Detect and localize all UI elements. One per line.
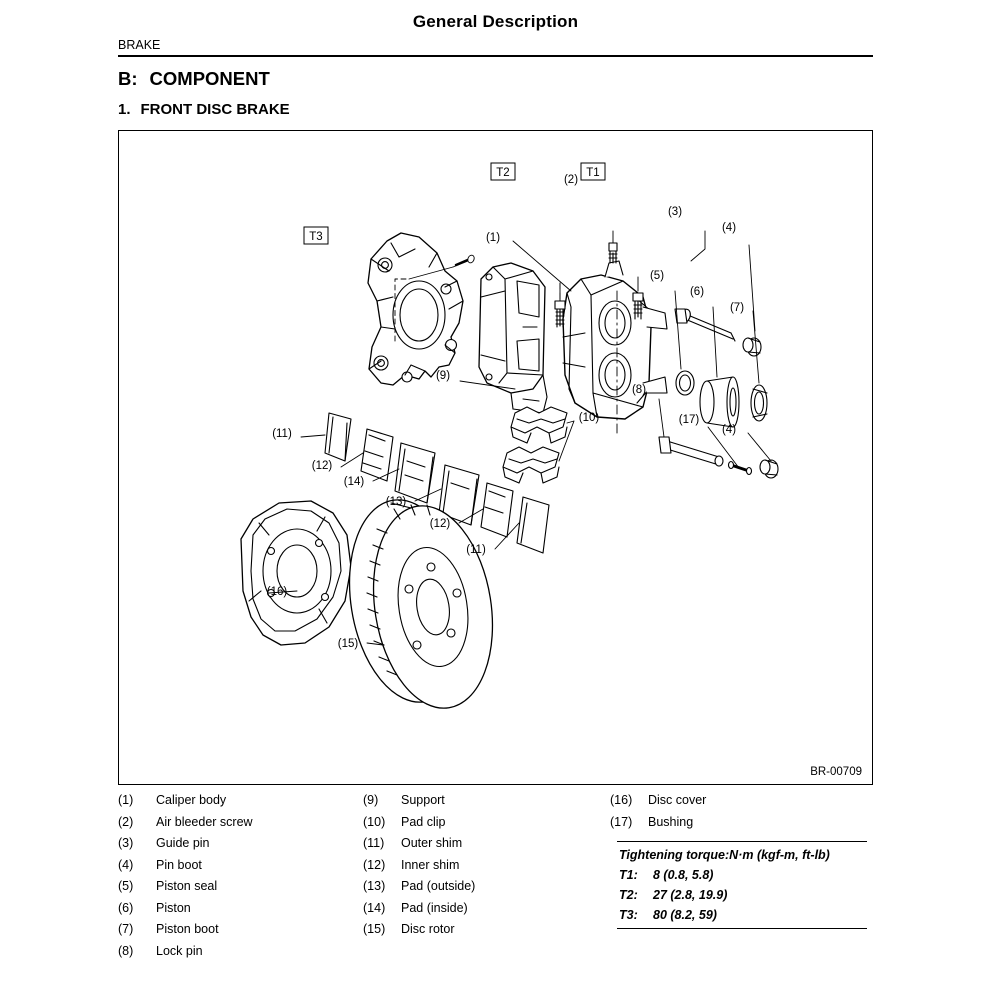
list-item <box>118 941 363 963</box>
torque-key: T1: <box>619 868 638 882</box>
header-section <box>118 38 873 57</box>
legend <box>118 790 873 962</box>
header-divider <box>118 55 873 57</box>
legend-text: Pad clip <box>401 814 446 829</box>
exploded-view-diagram <box>119 131 872 784</box>
legend-column-3 <box>610 790 873 962</box>
torque-row <box>617 905 867 925</box>
legend-text: Piston boot <box>156 922 219 936</box>
legend-text: Caliper body <box>156 793 227 807</box>
piston-seal <box>676 371 694 395</box>
torque-title: Tightening torque:N·m (kgf-m, ft-lb) <box>619 848 830 862</box>
list-item <box>118 898 363 920</box>
list-item <box>118 855 363 877</box>
callout-t3: T3 <box>309 231 323 243</box>
list-item <box>118 790 363 812</box>
legend-text: Disc rotor <box>401 922 455 936</box>
legend-text: Bushing <box>648 814 694 829</box>
list-item <box>118 876 363 898</box>
legend-text: Pin boot <box>156 857 202 872</box>
pin-boot-lower <box>760 460 778 478</box>
legend-text: Outer shim <box>401 836 463 850</box>
legend-text: Piston seal <box>156 879 218 893</box>
legend-text: Air bleeder screw <box>156 814 253 829</box>
inner-shim-right <box>481 483 513 537</box>
legend-column-1 <box>118 790 363 962</box>
list-item <box>610 790 873 812</box>
callout-9: (9) <box>435 370 451 382</box>
list-item <box>363 790 610 812</box>
callout-4-lower: (4) <box>721 424 737 436</box>
legend-text: Inner shim <box>401 857 460 872</box>
legend-text: Guide pin <box>156 836 210 850</box>
legend-text: Pad (outside) <box>401 879 476 893</box>
subsection-number: 1. <box>118 101 131 118</box>
section-title: COMPONENT <box>149 68 270 89</box>
t2-bolt <box>555 301 565 327</box>
callout-1: (1) <box>485 232 501 244</box>
legend-number: (17) <box>610 814 633 829</box>
caliper-body-part <box>563 261 667 419</box>
header-label: BRAKE <box>118 38 161 52</box>
legend-text: Lock pin <box>156 943 203 958</box>
legend-text: Piston <box>156 900 191 915</box>
lock-pin <box>659 437 723 466</box>
legend-number: (15) <box>363 922 386 936</box>
callout-6: (6) <box>689 286 705 298</box>
callout-5: (5) <box>649 270 665 282</box>
air-bleeder-screw <box>609 243 617 263</box>
callout-17: (17) <box>678 414 700 426</box>
knuckle-part <box>368 233 463 385</box>
callout-10: (10) <box>578 412 600 424</box>
legend-number: (2) <box>118 814 134 829</box>
torque-key: T2: <box>619 888 638 902</box>
legend-number: (12) <box>363 857 386 872</box>
inner-shim-left <box>361 429 393 481</box>
callout-4-upper: (4) <box>721 222 737 234</box>
legend-number: (13) <box>363 879 386 893</box>
list-item <box>118 812 363 834</box>
legend-text: Disc cover <box>648 793 707 807</box>
list-item <box>363 898 610 920</box>
legend-number: (16) <box>610 793 633 807</box>
list-item <box>363 855 610 877</box>
legend-number: (8) <box>118 943 134 958</box>
callout-12-right: (12) <box>429 518 451 530</box>
callout-14: (14) <box>343 476 365 488</box>
list-item <box>118 833 363 855</box>
page-title: General Description <box>412 12 579 31</box>
subsection-heading <box>118 101 290 118</box>
pad-clip-upper <box>511 407 567 443</box>
callout-3: (3) <box>667 206 683 218</box>
guide-pin <box>675 308 735 341</box>
legend-number: (10) <box>363 814 386 829</box>
legend-number: (1) <box>118 793 134 807</box>
legend-number: (11) <box>363 836 385 850</box>
legend-number: (6) <box>118 900 134 915</box>
callout-11-left: (11) <box>272 428 292 440</box>
legend-number: (4) <box>118 857 134 872</box>
callout-t2: T2 <box>496 167 510 179</box>
callout-11-right: (11) <box>466 544 486 556</box>
callout-16: (16) <box>266 586 288 598</box>
list-item <box>363 812 610 834</box>
legend-number: (3) <box>118 836 134 850</box>
torque-table <box>617 841 867 929</box>
legend-text: Pad (inside) <box>401 900 468 915</box>
legend-number: (14) <box>363 900 386 915</box>
figure-container <box>118 130 873 785</box>
bushing <box>729 462 752 475</box>
legend-number: (9) <box>363 793 379 807</box>
disc-rotor <box>336 491 506 717</box>
callout-2: (2) <box>563 174 579 186</box>
torque-value: 8 (0.8, 5.8) <box>653 868 714 882</box>
disc-cover <box>241 501 351 645</box>
list-item <box>610 812 873 834</box>
legend-number: (5) <box>118 879 134 893</box>
outer-shim-right <box>517 497 549 553</box>
list-item <box>363 876 610 898</box>
pad-inside <box>395 443 435 503</box>
torque-row <box>617 865 867 885</box>
torque-value: 80 (8.2, 59) <box>653 908 717 922</box>
torque-key: T3: <box>619 908 638 922</box>
torque-value: 27 (2.8, 19.9) <box>653 888 728 902</box>
callout-13: (13) <box>385 496 407 508</box>
section-heading <box>118 68 270 90</box>
pad-clip-lower <box>503 447 559 483</box>
list-item <box>363 833 610 855</box>
callout-15: (15) <box>337 638 359 650</box>
legend-number: (7) <box>118 922 134 936</box>
legend-text: Support <box>401 793 445 807</box>
support-part <box>479 263 547 413</box>
piston <box>700 377 739 427</box>
list-item <box>363 919 610 941</box>
t1-bolt <box>633 293 643 319</box>
legend-column-2 <box>363 790 610 962</box>
callout-8: (8) <box>631 384 647 396</box>
subsection-title: FRONT DISC BRAKE <box>140 101 290 118</box>
callout-7: (7) <box>729 302 745 314</box>
callout-12-left: (12) <box>311 460 333 472</box>
outer-shim-left <box>325 413 351 461</box>
pin-boot-upper <box>743 338 761 356</box>
section-letter: B: <box>118 68 138 89</box>
figure-code: BR-00709 <box>810 766 862 778</box>
piston-boot <box>751 385 767 421</box>
torque-row <box>617 885 867 905</box>
callout-t1: T1 <box>586 167 600 179</box>
list-item <box>118 919 363 941</box>
